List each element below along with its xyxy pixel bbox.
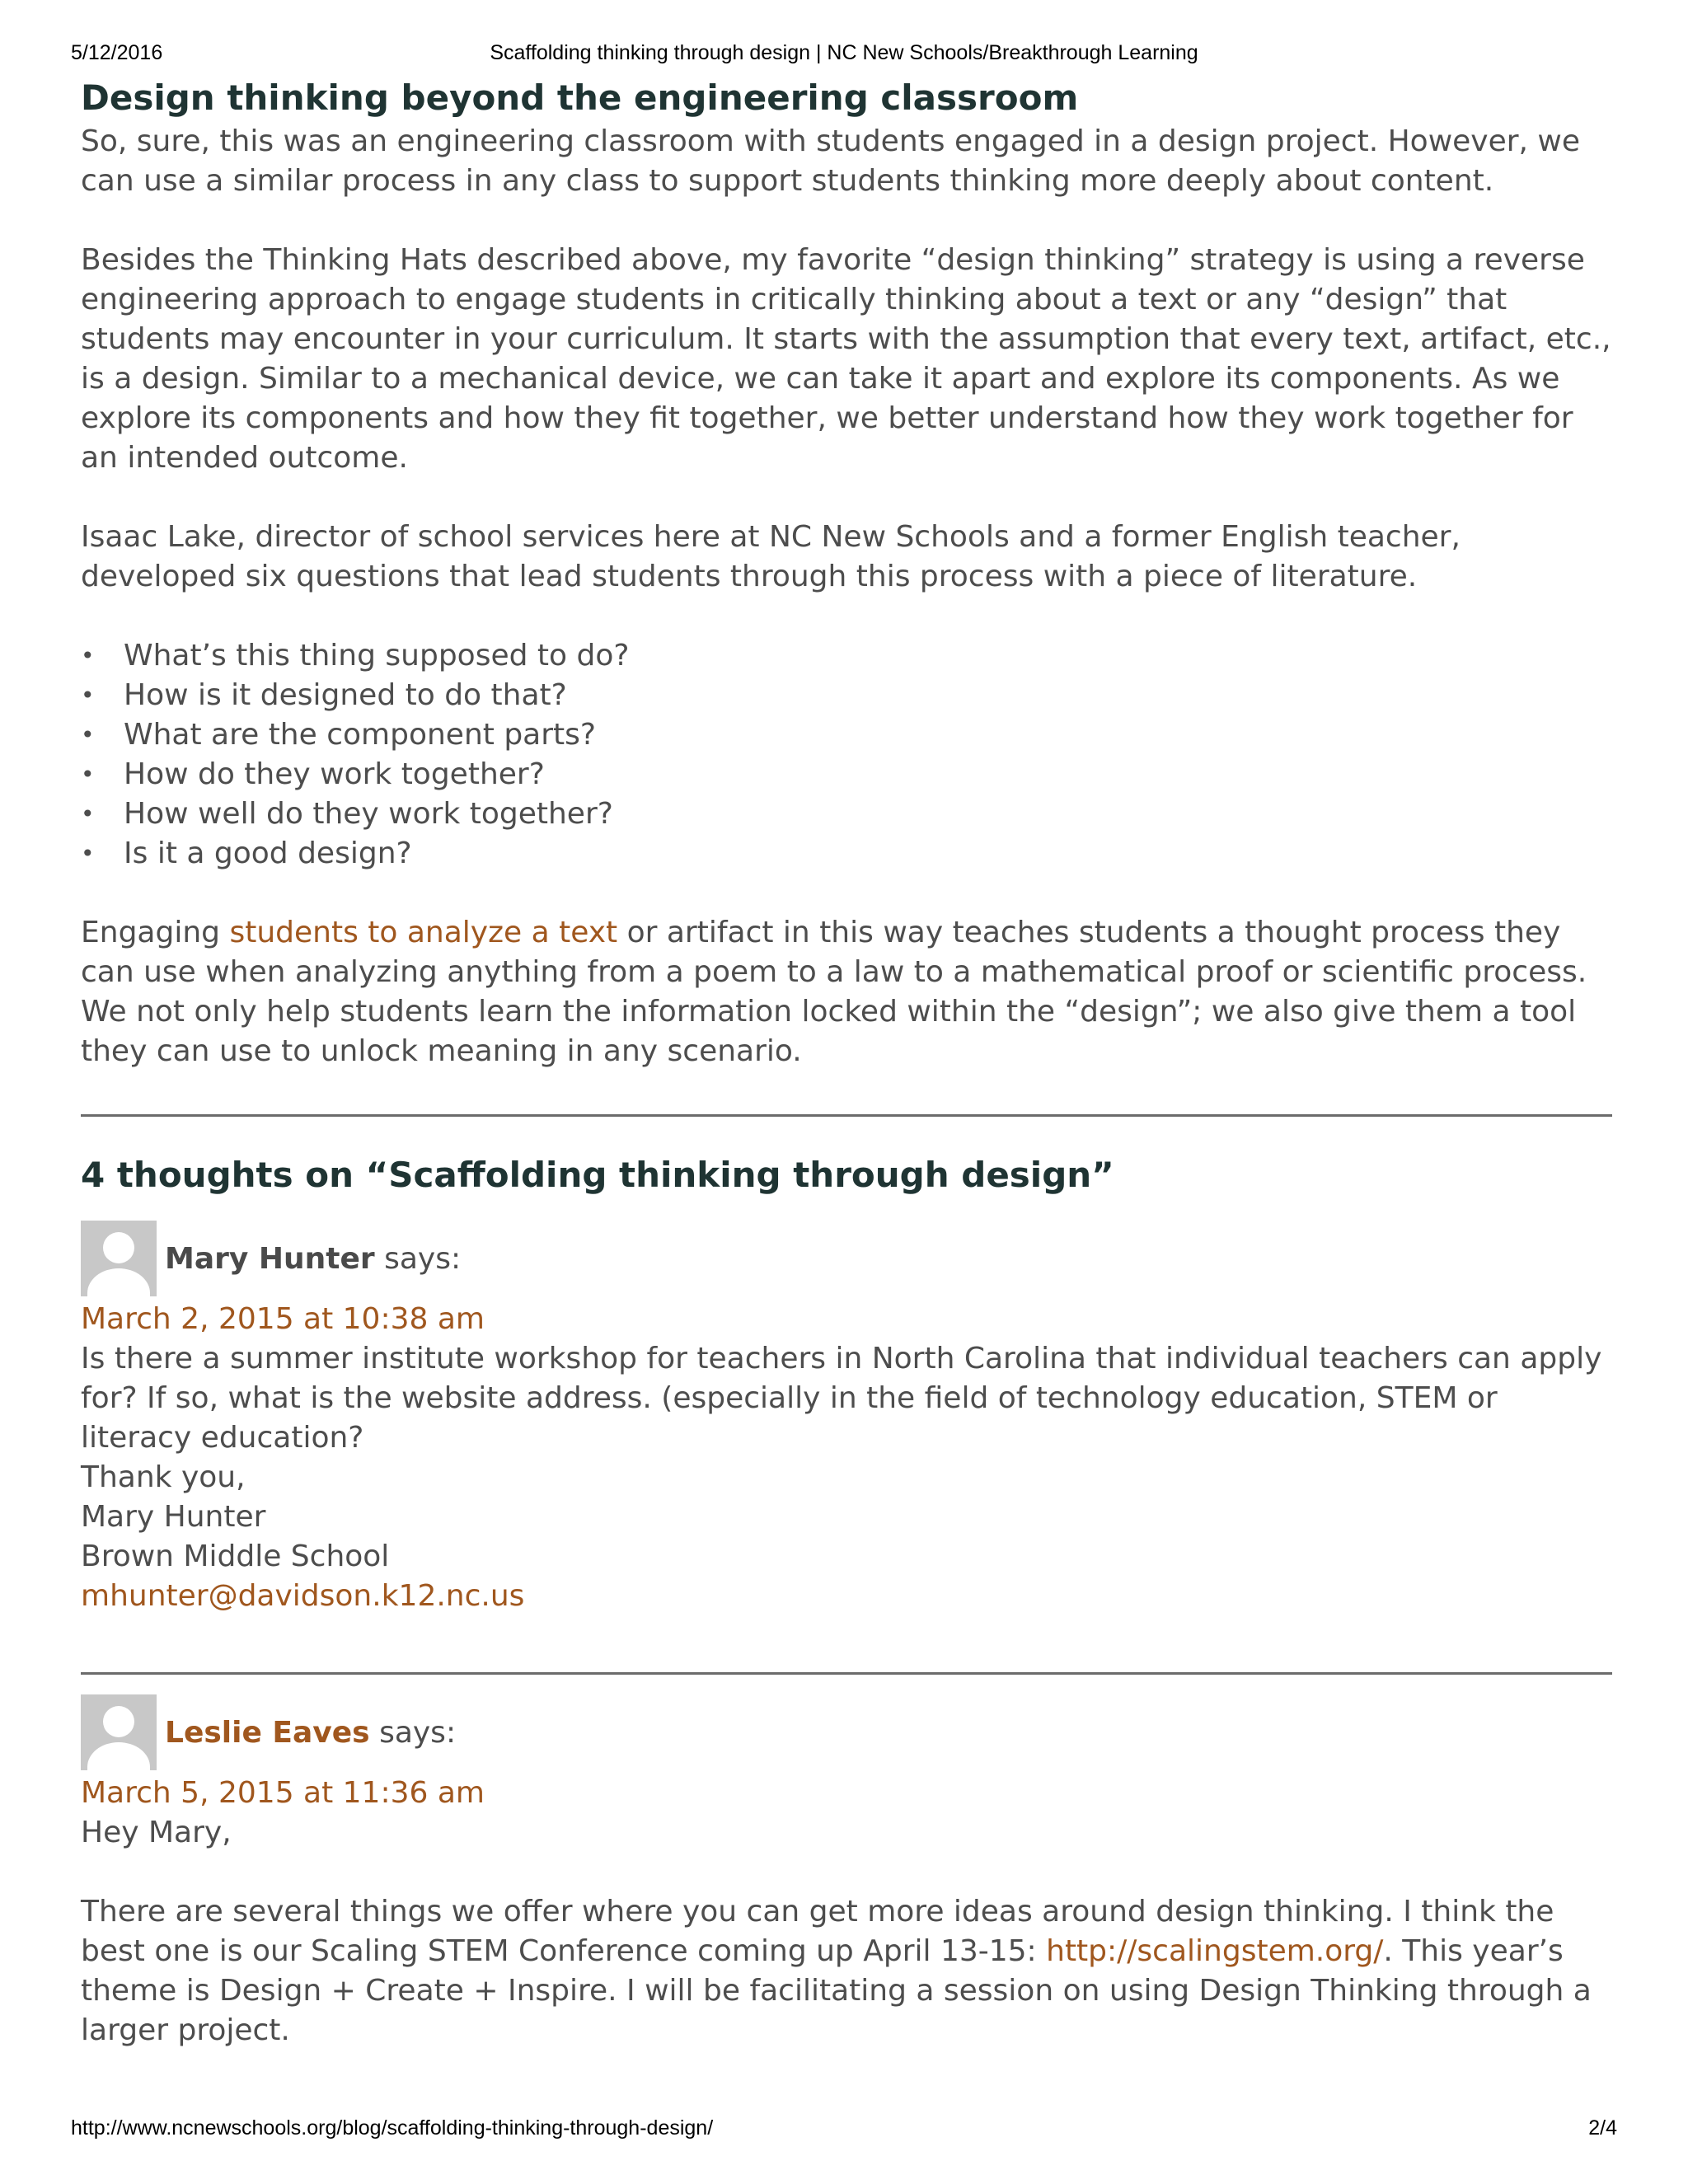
comment-body: There are several things we offer where you can get more ideas around design thinking. I think the best one is our Scaling STEM Conference coming up April 13-15: http://scalingstem.org/. This year’s theme is Design + Create + Inspire. I will be facilitating a session on using Design Thinking through a larger project. — [81, 1895, 1592, 2047]
comment-date-link[interactable]: March 5, 2015 at 11:36 am — [81, 1776, 485, 1810]
comment-author-link[interactable]: Leslie Eaves — [165, 1715, 370, 1750]
section-heading: Design thinking beyond the engineering classroom — [81, 77, 1079, 118]
paragraph-reverse-engineering: Besides the Thinking Hats described above, my favorite “design thinking” strategy is using a reverse engineering approach to engage students in critically thinking about a text or any “design” that students may encounter in your curriculum. It starts with the assumption that every text, artifact, etc., is a design. Similar to a mechanical device, we can take it apart and explore its components. As we explore its components and how they fit together, we better understand how they work together for an intended outcome. — [81, 243, 1611, 475]
comment-date-link[interactable]: March 2, 2015 at 10:38 am — [81, 1302, 485, 1336]
comments-heading: 4 thoughts on “Scaffolding thinking through design” — [81, 1155, 1114, 1195]
bullet-icon: • — [81, 840, 95, 867]
email-link[interactable]: mhunter@davidson.k12.nc.us — [81, 1579, 525, 1613]
paragraph-intro: So, sure, this was an engineering classroom with students engaged in a design project. However, we can use a similar process in any class to support students thinking more deeply about content. — [81, 124, 1581, 198]
list-item: • What are the component parts? — [81, 715, 1612, 755]
list-item: • Is it a good design? — [81, 834, 1612, 874]
list-item: • What’s this thing supposed to do? — [81, 636, 1612, 676]
print-header — [0, 41, 1688, 68]
bullet-icon: • — [81, 761, 95, 788]
bullet-icon: • — [81, 642, 95, 669]
list-item: • How is it designed to do that? — [81, 676, 1612, 715]
avatar — [81, 1221, 157, 1296]
paragraph-engaging: Engaging students to analyze a text or artifact in this way teaches students a thought process they can use when analyzing anything from a poem to a law to a mathematical proof or scientific process. We not only help students learn the information locked within the “design”; we also give them a tool they can use to unlock meaning in any scenario. — [81, 916, 1587, 1068]
bullet-icon: • — [81, 682, 95, 709]
comment-body: Is there a summer institute workshop for teachers in North Carolina that individual teachers can apply for? If so, what is the website address. (especially in the field of technology education, STEM or literacy education? — [81, 1342, 1602, 1455]
comment-signature-school: Brown Middle School — [81, 1540, 390, 1573]
list-item: • How well do they work together? — [81, 794, 1612, 834]
print-date: 5/12/2016 — [71, 41, 163, 64]
comment-mary-hunter: Mary Hunter says: March 2, 2015 at 10:38 am Is there a summer institute workshop for teachers in North Carolina that individual teachers can apply for? If so, what is the website address. (especially in the field of technology education, STEM or literacy education? Thank you, Mary Hunter Brown Middle School mhunter@davidson.k12.nc.us — [81, 1221, 1612, 1616]
print-url: http://www.ncnewschools.org/blog/scaffolding-thinking-through-design/ — [71, 2116, 714, 2139]
comment-leslie-eaves: Leslie Eaves says: March 5, 2015 at 11:36 am Hey Mary, There are several things we offer where you can get more ideas around design thinking. I think the best one is our Scaling STEM Conference coming up April 13-15: http://scalingstem.org/. This year’s theme is Design + Create + Inspire. I will be facilitating a session on using Design Thinking through a larger project. — [81, 1694, 1612, 2050]
print-page-title: Scaffolding thinking through design | NC New Schools/Breakthrough Learning — [490, 41, 1198, 64]
bullet-icon: • — [81, 721, 95, 748]
analyze-text-link[interactable]: students to analyze a text — [229, 916, 618, 949]
page-number: 2/4 — [1588, 2116, 1617, 2139]
list-item: • How do they work together? — [81, 755, 1612, 794]
paragraph-isaac-lake: Isaac Lake, director of school services here at NC New Schools and a former English teacher, developed six questions that lead students through this process with a piece of literature. — [81, 520, 1461, 593]
comment-thanks: Thank you, — [81, 1460, 246, 1494]
bullet-icon: • — [81, 800, 95, 827]
comment-greeting: Hey Mary, — [81, 1816, 232, 1849]
avatar — [81, 1694, 157, 1770]
comment-author: Mary Hunter — [165, 1241, 375, 1276]
article-content — [81, 74, 1612, 2050]
comment-signature-name: Mary Hunter — [81, 1500, 266, 1534]
scalingstem-link[interactable]: http://scalingstem.org/ — [1046, 1934, 1384, 1968]
questions-list — [81, 636, 1612, 874]
